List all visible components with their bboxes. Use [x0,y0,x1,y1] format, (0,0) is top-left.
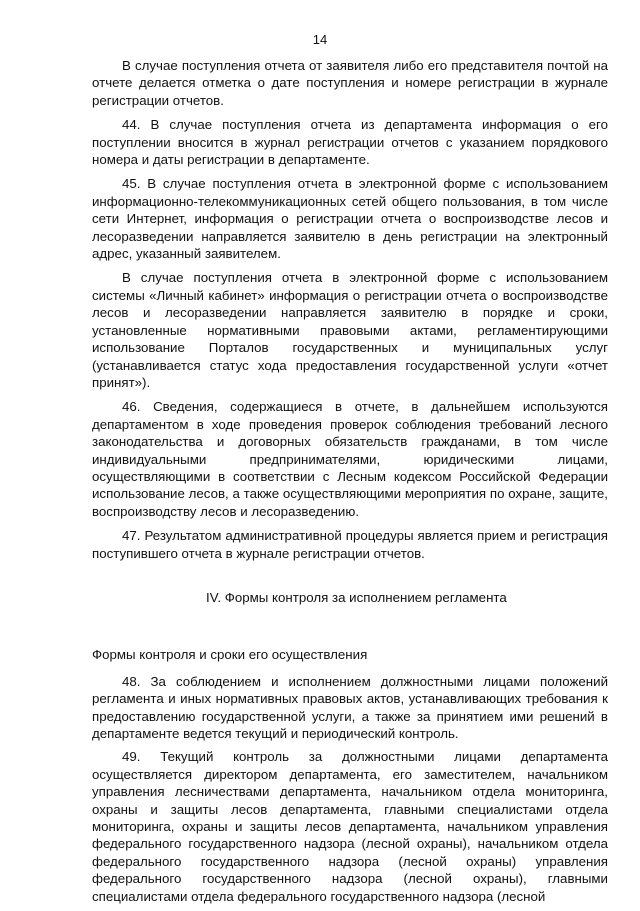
paragraph-45: 45. В случае поступления отчета в электронной форме с использованием информационно-телекоммуникационных сетей общего пользования, в том числе сети Интернет, информация о регистрации отчета о воспроизводстве лесов и лесоразведении направляется заявителю в день регистрации на электронный адрес, указанный заявителем. [92,176,608,262]
paragraph-46: 46. Сведения, содержащиеся в отчете, в дальнейшем используются департаментом в ходе проведения проверок соблюдения требований лесного законодательства и договорных обязательств гражданами, в том числе индивидуальными предпринимателями, юридическими лицами, осуществляющими в соответствии с Лесным кодексом Российской Федерации использование лесов, а также осуществляющими мероприятия по охране, защите, воспроизводству лесов и лесоразведению. [92,399,608,519]
paragraph-personal-account: В случае поступления отчета в электронной форме с использованием системы «Личный кабинет» информация о регистрации отчета о воспроизводстве лесов и лесоразведении направляется заявителю в порядке и сроки, установленные нормативными правовыми актами, регламентирующими использование Порталов государственных и муниципальных услуг (устанавливается статус хода предоставления государственной услуги «отчет принят»). [92,270,608,390]
document-body [92,57,608,911]
paragraph-48: 48. За соблюдением и исполнением должностными лицами положений регламента и иных нормативных правовых актов, устанавливающих требования к предоставлению государственной услуги, а также за принятием ими решений в департаменте ведется текущий и периодический контроль. [92,673,608,741]
paragraph-49: 49. Текущий контроль за должностными лицами департамента осуществляется директором департамента, его заместителем, начальником управления лесничествами департамента, начальником отдела мониторинга, охраны и защиты лесов департамента, главными специалистами отдела мониторинга, охраны и защиты лесов департамента, начальником управления федерального государственного надзора (лесной охраны), начальником отдела федерального государственного надзора (лесной охраны) управления федерального государственного надзора (лесной охраны), главными специалистами отдела федерального государственного надзора (лесной [92,749,608,904]
paragraph-47: 47. Результатом административной процедуры является прием и регистрация поступившего отчета в журнале регистрации отчетов. [92,528,608,561]
paragraph-mail-receipt: В случае поступления отчета от заявителя либо его представителя почтой на отчете делается отметка о дате поступления и номере регистрации в журнале регистрации отчетов. [92,58,608,108]
paragraph-44: 44. В случае поступления отчета из департамента информация о его поступлении вносится в журнал регистрации отчетов с указанием порядкового номера и даты регистрации в департаменте. [92,117,608,168]
section-heading: IV. Формы контроля за исполнением регламента [206,589,507,605]
page-number: 14 [312,32,328,47]
section-subheading: Формы контроля и сроки его осуществления [92,647,368,663]
